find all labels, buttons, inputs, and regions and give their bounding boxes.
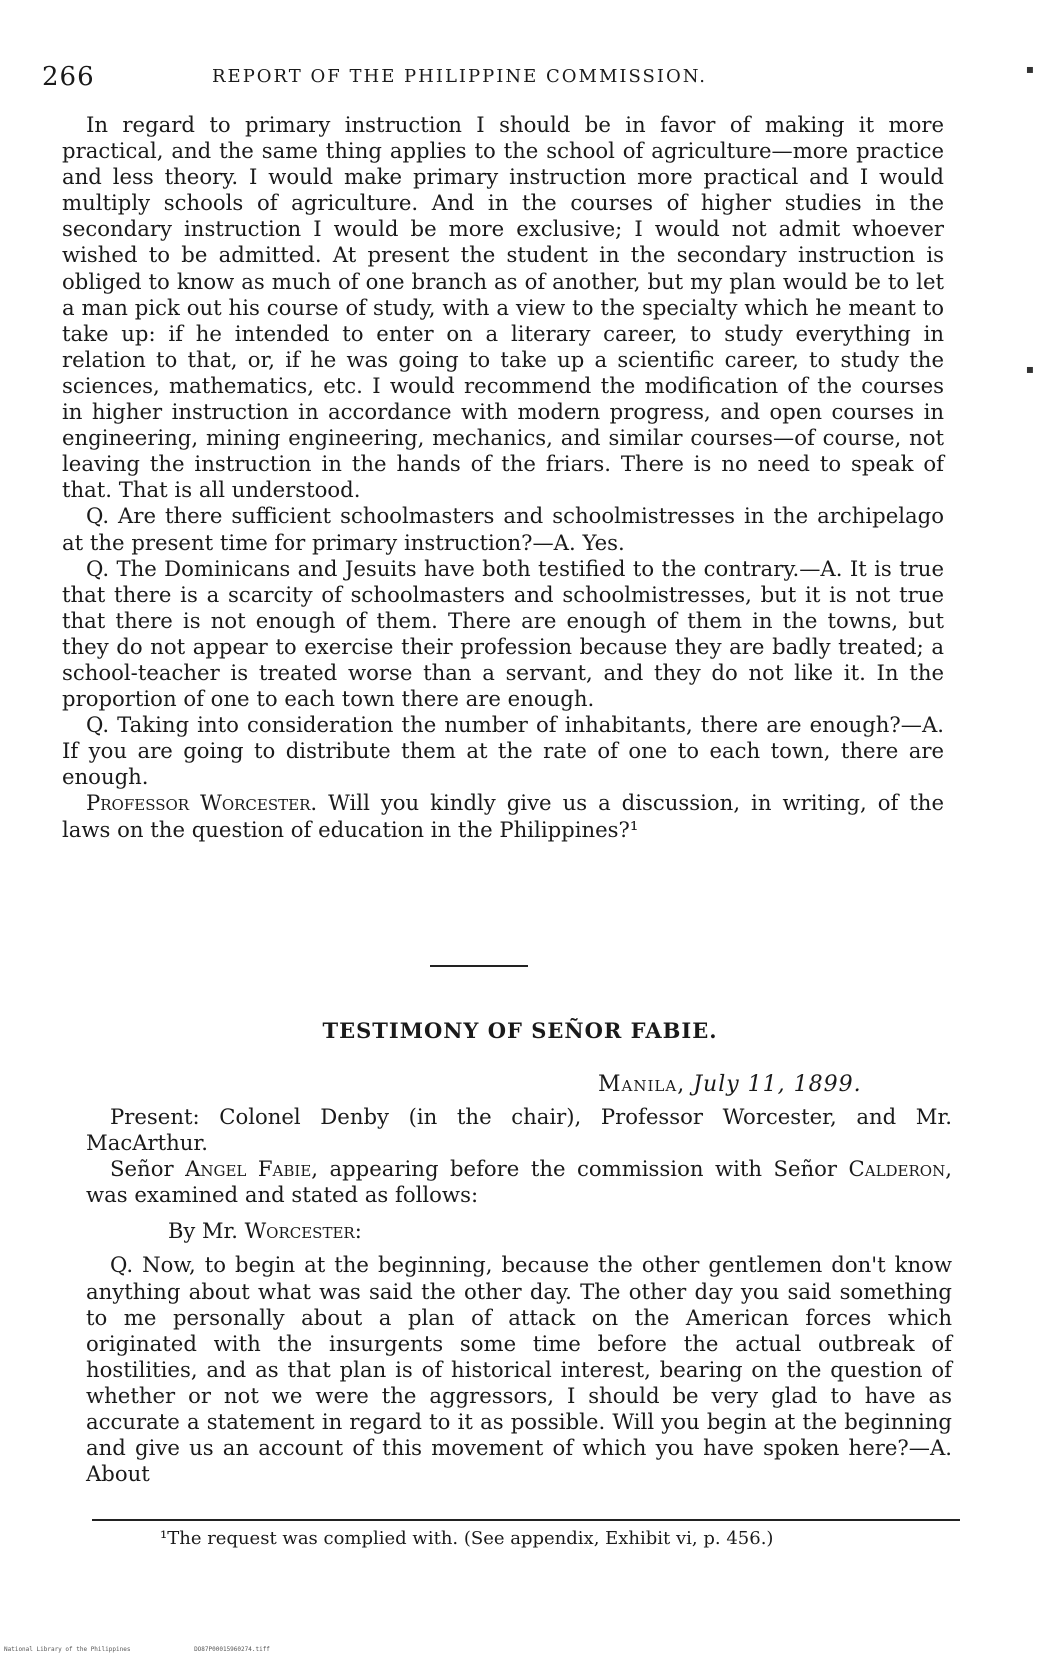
worcester-request-text: Will you kindly give us a discussion, in writing, of the laws on the question of education in the Philippines?¹ bbox=[62, 790, 944, 842]
present-list: Present: Colonel Denby (in the chair), Professor Worcester, and Mr. MacArthur. bbox=[86, 1104, 952, 1156]
fabie-testimony-body bbox=[86, 1104, 952, 1487]
fabie-intro bbox=[86, 1156, 952, 1208]
dateline-date: July 11, 1899. bbox=[693, 1072, 862, 1097]
footnote: ¹The request was complied with. (See appendix, Exhibit vi, p. 456.) bbox=[160, 1528, 774, 1549]
education-testimony-body bbox=[62, 112, 944, 843]
paragraph-schoolmasters-question: Q. Are there sufficient schoolmasters and schoolmistresses in the archipelago at the present time for primary instruction?—A. Yes. bbox=[62, 503, 944, 555]
examiner-name: Worcester: bbox=[244, 1219, 362, 1244]
dateline bbox=[598, 1072, 862, 1097]
dateline-place: Manila, bbox=[598, 1072, 686, 1097]
running-title: REPORT OF THE PHILIPPINE COMMISSION. bbox=[212, 66, 708, 87]
scan-speck: ▪ bbox=[1025, 62, 1034, 76]
fabie-intro-middle: appearing before the commission with Señor bbox=[318, 1156, 849, 1182]
section-title: TESTIMONY OF SEÑOR FABIE. bbox=[322, 1018, 718, 1043]
examiner-line bbox=[168, 1218, 952, 1244]
scan-footer bbox=[4, 1646, 330, 1653]
paragraph-worcester-request bbox=[62, 790, 944, 842]
fabie-intro-senor: Señor bbox=[110, 1156, 174, 1182]
name-angel-fabie: Angel Fabie, bbox=[185, 1156, 319, 1182]
fabie-intro-end: was examined and stated as follows: bbox=[86, 1182, 479, 1208]
paragraph-plan-of-attack: Q. Now, to begin at the beginning, because the other gentlemen don't know anything about what was said the other day. The other day you said something to me personally about a plan of attack on the American forces which originated with the insurgents some time before the actual outbreak of hostilities, and as that plan is of historical interest, bearing on the question of whether or not we were the aggressors, I should be very glad to have as accurate a statement in regard to it as possible. Will you begin at the beginning and give us an account of this movement of which you have spoken here?—A. About bbox=[86, 1252, 952, 1487]
paragraph-inhabitants-question: Q. Taking into consideration the number of inhabitants, there are enough?—A. If you are going to distribute them at the rate of one to each town, there are enough. bbox=[62, 712, 944, 790]
section-divider bbox=[430, 965, 528, 967]
examiner-prefix: By Mr. bbox=[168, 1219, 245, 1244]
footnote-rule bbox=[92, 1519, 960, 1521]
scan-footer-library: National Library of the Philippines bbox=[4, 1646, 131, 1653]
page-number: 266 bbox=[42, 62, 95, 92]
paragraph-dominicans-jesuits: Q. The Dominicans and Jesuits have both testified to the contrary.—A. It is true that there is a scarcity of schoolmasters and schoolmistresses, but it is not true that there is not enough of them. There are enough of them in the towns, but they do not appear to exercise their profession because they are badly treated; a school-teacher is treated worse than a servant, and they do not like it. In the proportion of one to each town there are enough. bbox=[62, 555, 944, 712]
paragraph-primary-instruction: In regard to primary instruction I should be in favor of making it more practical, and the same thing applies to the school of agriculture—more practice and less theory. I would make primary instruction more practical and I would multiply schools of agriculture. And in the courses of higher studies in the secondary instruction I would be more exclusive; I would not admit whoever wished to be admitted. At present the student in the secondary instruction is obliged to know as much of one branch as of another, but my plan would be to let a man pick out his course of study, with a view to the specialty which he meant to take up: if he intended to enter on a literary career, to study everything in relation to that, or, if he was going to take up a scientific career, to study the sciences, mathematics, etc. I would recommend the modification of the courses in higher instruction in accordance with modern progress, and open courses in engineering, mining engineering, mechanics, and similar courses—of course, not leaving the instruction in the hands of the friars. There is no need to speak of that. That is all understood. bbox=[62, 112, 944, 503]
scan-footer-filename: DO87P00015960274.tiff bbox=[194, 1646, 270, 1653]
speaker-worcester: Professor Worcester. bbox=[86, 790, 318, 816]
scan-speck: ▪ bbox=[1025, 362, 1034, 376]
name-calderon: Calderon, bbox=[848, 1156, 952, 1182]
page-header bbox=[42, 62, 962, 102]
